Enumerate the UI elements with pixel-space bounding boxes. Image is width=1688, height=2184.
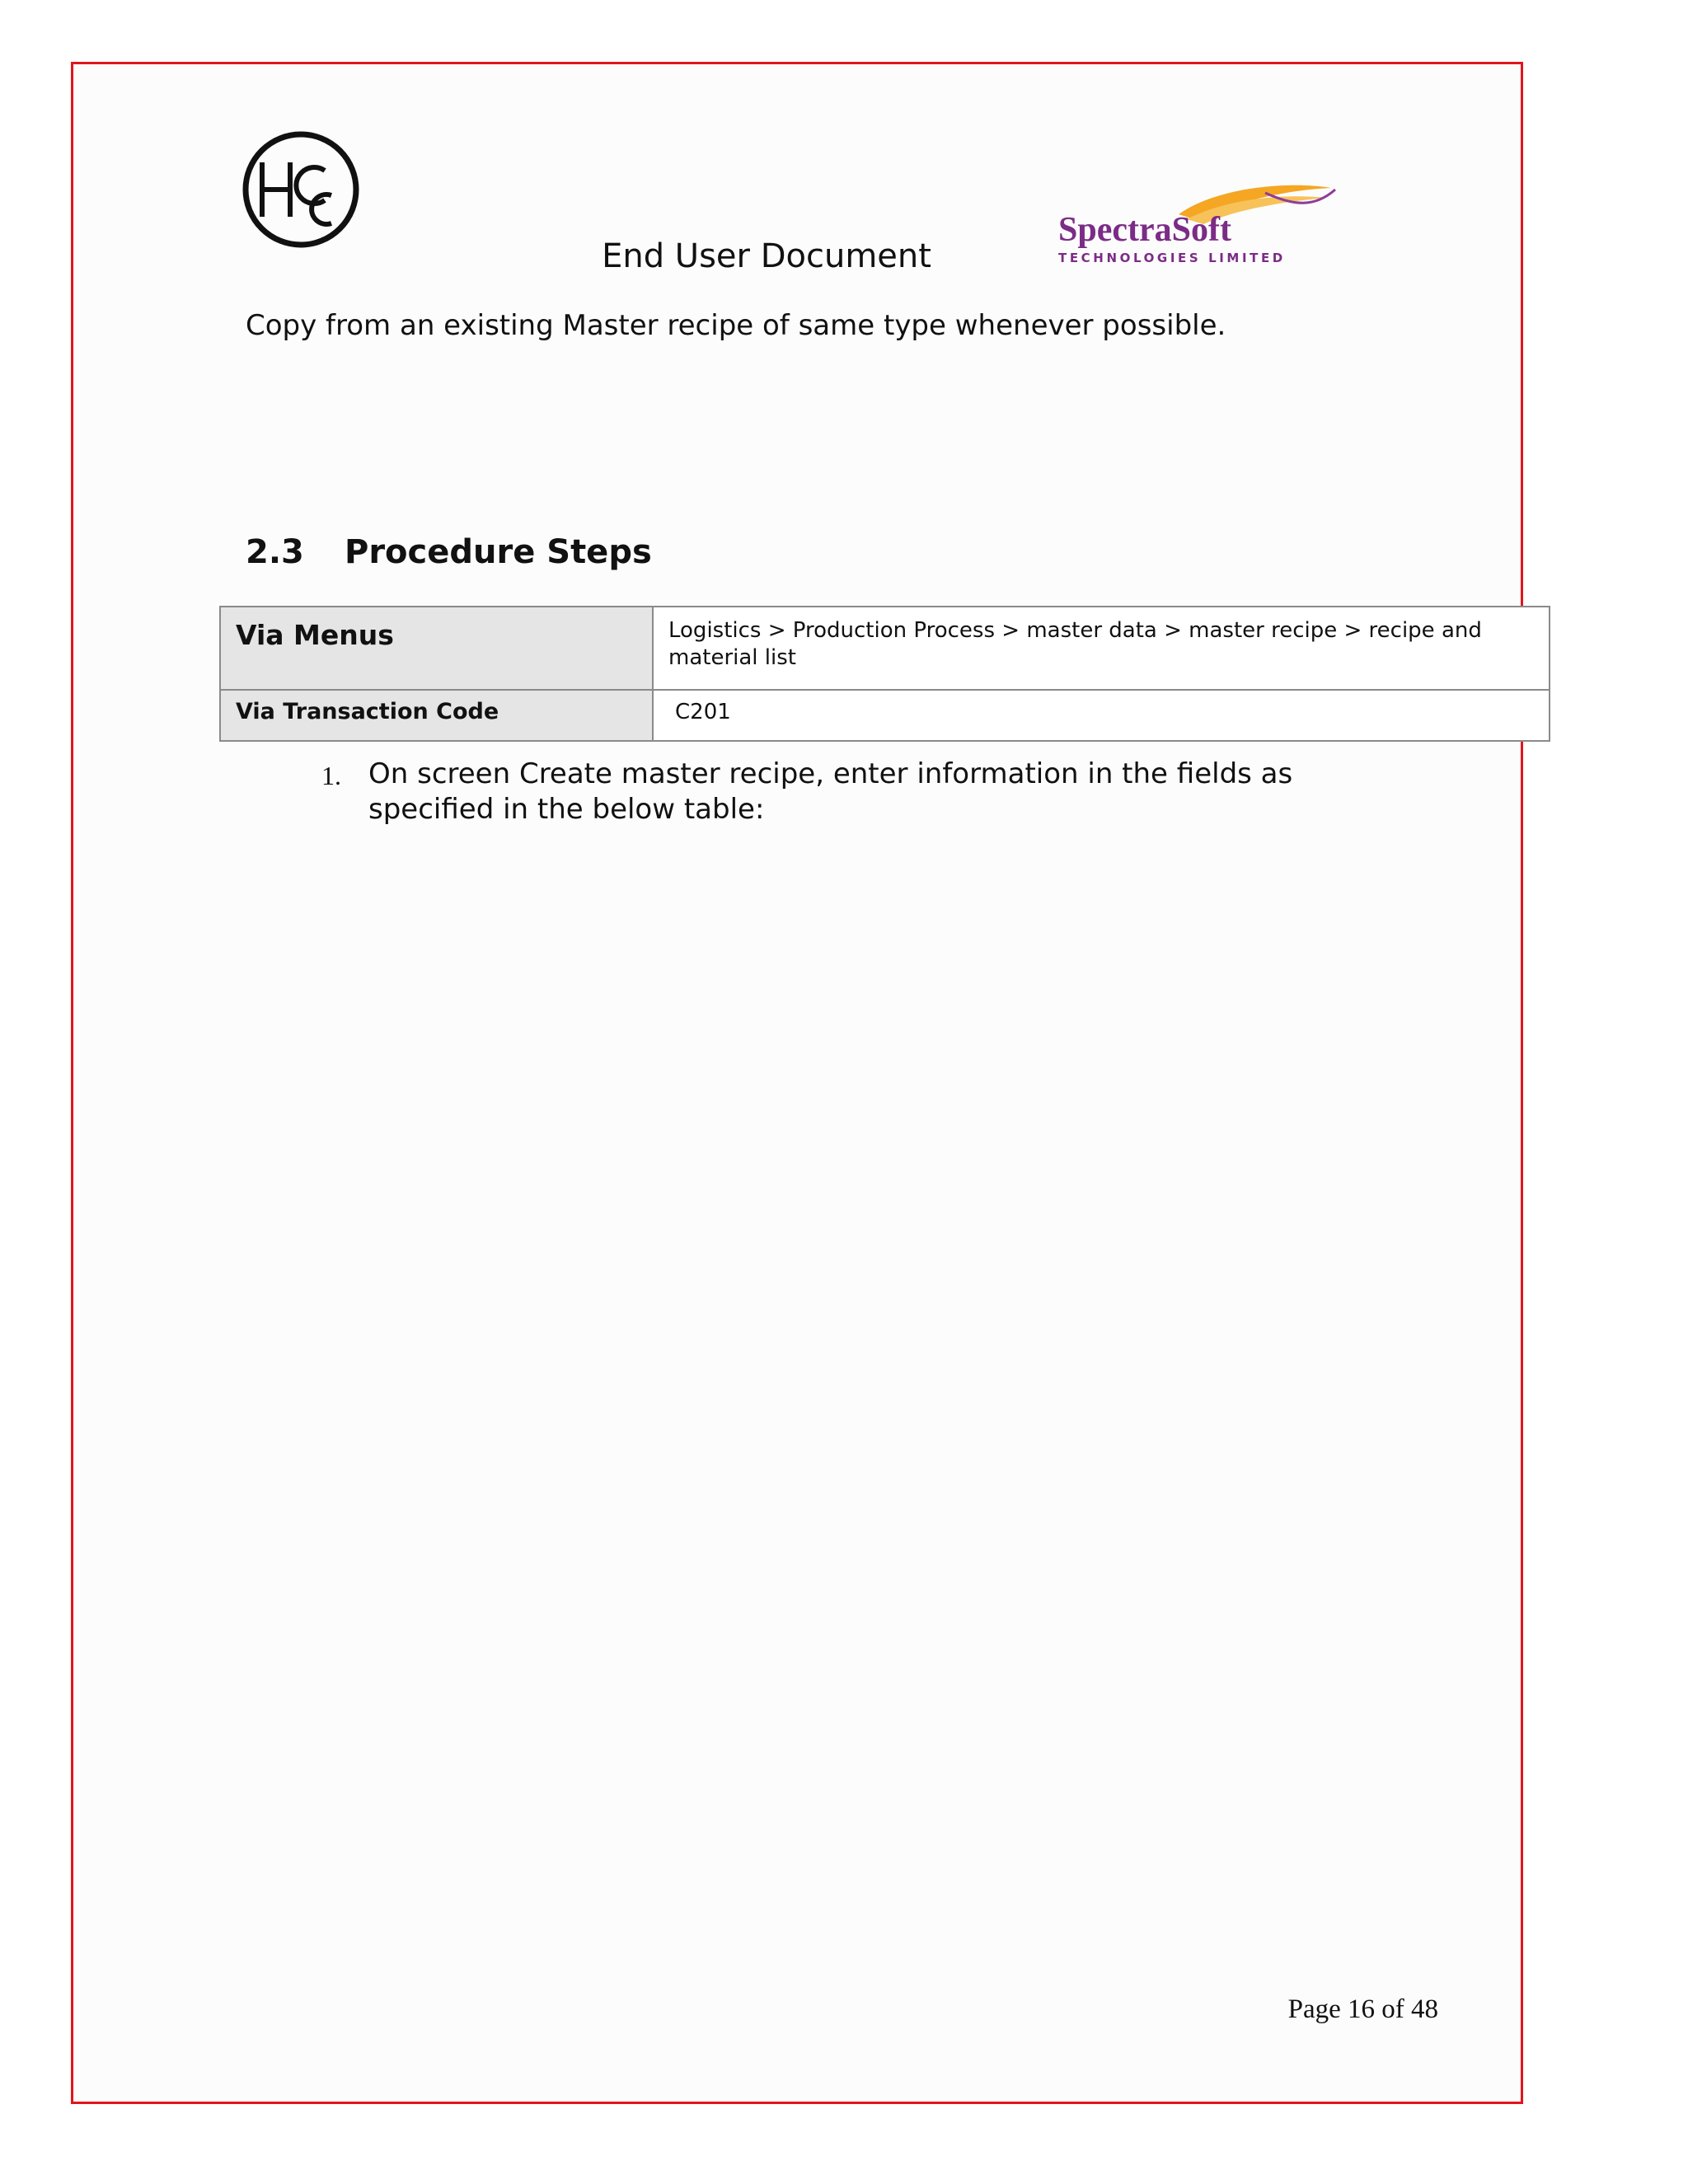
navigation-table [219,606,1550,742]
spectrasoft-tagline-text: TECHNOLOGIES LIMITED [1058,251,1286,265]
spectrasoft-logo-icon [1055,181,1343,272]
step-text: On screen Create master recipe, enter information in the fields as specified in the below table: [368,757,1293,826]
section-heading [246,533,652,571]
document-title: End User Document [602,237,931,275]
intro-paragraph: Copy from an existing Master recipe of same type whenever possible. [246,309,1226,342]
table-row [220,607,1550,690]
hcc-logo-icon [239,128,363,251]
step-number: 1. [321,761,341,790]
table-row [220,690,1550,741]
via-transaction-code-label: Via Transaction Code [220,690,653,741]
section-title: Procedure Steps [345,533,652,571]
transaction-code-value: C201 [653,690,1550,741]
via-menus-label: Via Menus [220,607,653,690]
page-border-frame [71,62,1523,2104]
section-number: 2.3 [246,533,304,571]
spectrasoft-brand-text: SpectraSoft [1058,211,1231,249]
procedure-step [321,757,1393,827]
page-number: Page 16 of 48 [1287,1994,1438,2024]
via-menus-path: Logistics > Production Process > master data > master recipe > recipe and material list [653,607,1550,690]
